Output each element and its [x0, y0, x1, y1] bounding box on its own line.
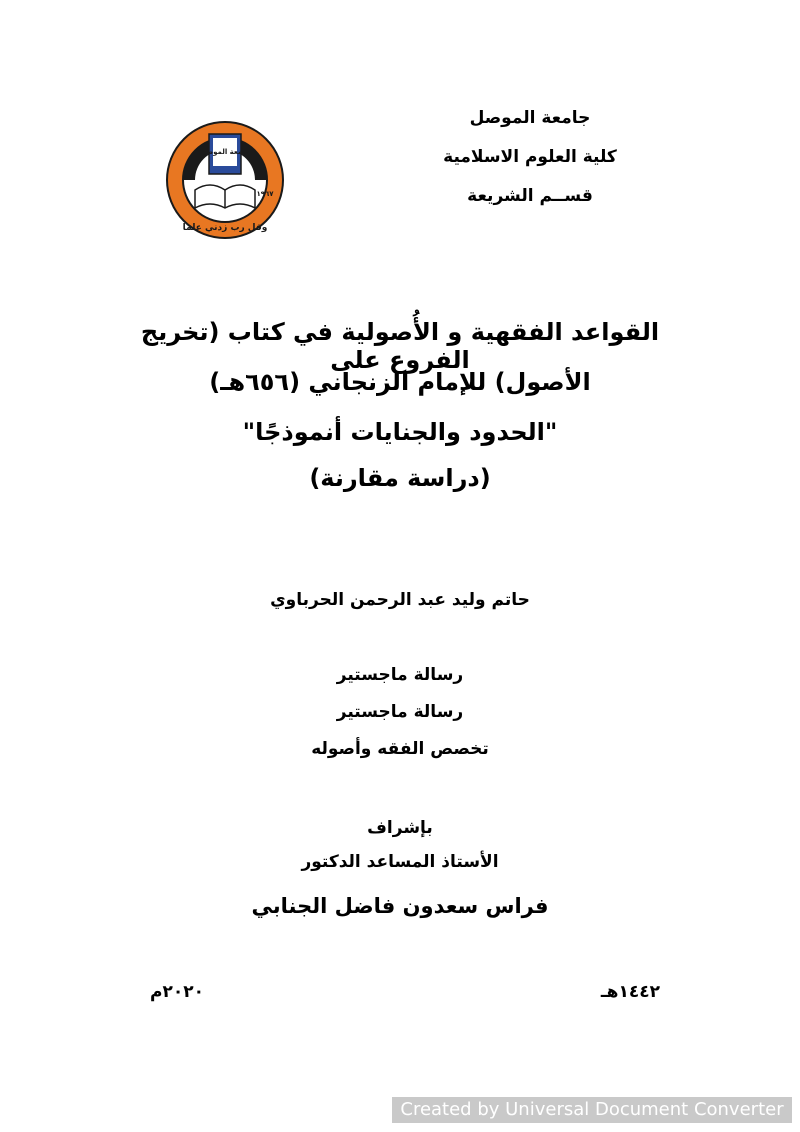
- university-name: جامعة الموصل: [469, 108, 591, 128]
- supervisor-rank: الأستاذ المساعد الدكتور: [301, 852, 499, 872]
- supervision-label: بإشراف: [367, 818, 433, 838]
- gregorian-date: ٢٠٢٠م: [150, 982, 204, 1002]
- title-line-4: (دراسة مقارنة): [309, 464, 491, 492]
- degree-line-2: رسالة ماجستير: [336, 702, 464, 722]
- logo-inner-text: جامعة الموصل: [200, 148, 250, 156]
- college-name: كلية العلوم الاسلامية: [443, 147, 617, 167]
- supervisor-name: فراس سعدون فاضل الجنابي: [251, 894, 549, 918]
- converter-watermark: Created by Universal Document Converter: [392, 1097, 792, 1123]
- logo-ring-text: وقل رب زدني علما: [182, 223, 268, 233]
- title-line-3: "الحدود والجنايات أنموذجًا": [242, 418, 558, 446]
- hijri-date: ١٤٤٢هـ: [600, 982, 660, 1002]
- title-line-1: القواعد الفقهية و الأُصولية في كتاب (تخريج الفروع على: [140, 318, 660, 374]
- department-name: قســم الشريعة: [467, 186, 593, 206]
- specialization: تخصص الفقه وأصوله: [311, 739, 489, 759]
- title-line-2: الأصول) للإمام الزنجاني (٦٥٦هـ): [209, 368, 591, 396]
- degree-line-1: رسالة ماجستير: [336, 665, 464, 685]
- logo-year: ١٩٦٧: [256, 190, 274, 198]
- author-name: حاتم وليد عبد الرحمن الحرباوي: [270, 590, 530, 610]
- university-logo: [165, 120, 285, 240]
